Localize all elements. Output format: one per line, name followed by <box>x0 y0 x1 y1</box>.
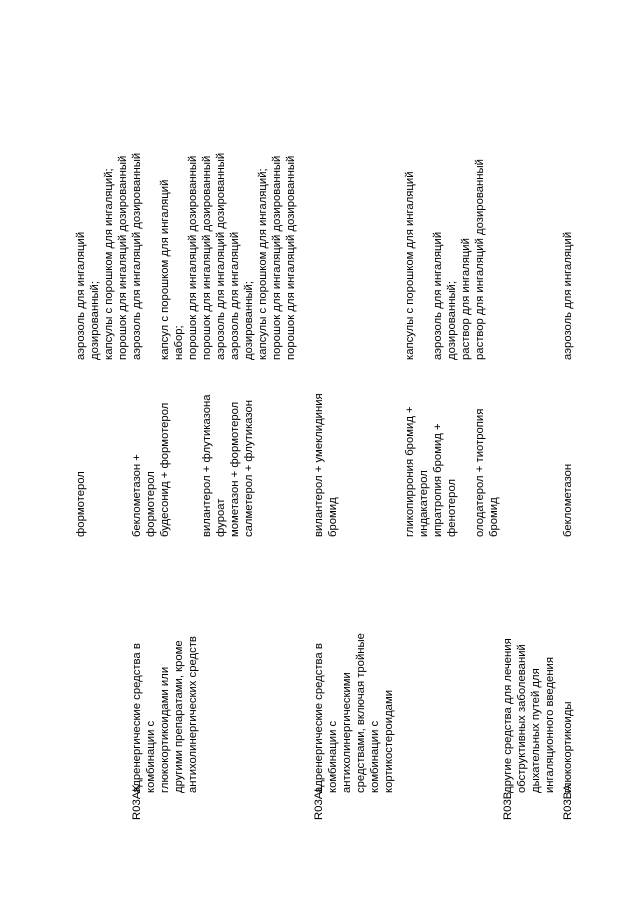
group-description-line: комбинации с <box>327 720 339 793</box>
form-line: капсулы с порошком для ингаляций; <box>103 168 115 360</box>
form-line: порошок для ингаляций дозированный <box>117 155 129 360</box>
group-description-line: глюкокортикоиды <box>562 701 574 793</box>
group-description-line: обструктивных заболеваний <box>516 644 528 793</box>
form-line: аэрозоль для ингаляций дозированный <box>215 152 227 360</box>
substance-line: формотерол <box>145 471 157 537</box>
substance-line: будесонид + формотерол <box>159 402 171 537</box>
group-description-line: глюкокортикоидами или <box>159 666 171 793</box>
group-description-line: дыхательных путей для <box>530 668 542 793</box>
substance-line: бромид <box>488 497 500 537</box>
substance-line: индакатерол <box>418 470 430 537</box>
form-line: аэрозоль для ингаляций <box>75 231 87 360</box>
substance-line: салметерол + флутиказон <box>243 399 255 537</box>
form-line: раствор для ингаляций дозированный <box>474 159 486 360</box>
group-description-line: комбинации с <box>145 720 157 793</box>
group-description-line: антихолинергических средств <box>187 636 199 793</box>
substance-line: вилантерол + флутиказона <box>201 394 213 537</box>
form-line: капсулы с порошком для ингаляций; <box>257 168 269 360</box>
form-line: капсулы с порошком для ингаляций <box>404 171 416 360</box>
substance-line: формотерол <box>75 471 87 537</box>
form-line: дозированный; <box>89 280 101 360</box>
group-description-line: ингаляционного введения <box>544 657 556 793</box>
group-description-line: антихолинергическими <box>341 672 353 793</box>
atc-code: R03B <box>502 791 514 820</box>
substance-line: олодатерол + тиотропия <box>474 408 486 537</box>
form-line: порошок для ингаляций дозированный <box>285 155 297 360</box>
substance-line: гликопиррония бромид + <box>404 406 416 537</box>
form-line: порошок для ингаляций дозированный <box>271 155 283 360</box>
atc-code: R03AL <box>313 785 325 820</box>
group-description-line: другие средства для лечения <box>502 638 514 793</box>
substance-line: беклометазон <box>562 463 574 537</box>
form-line: дозированный; <box>446 280 458 360</box>
substance-line: бромид <box>327 497 339 537</box>
form-line: аэрозоль для ингаляций <box>562 231 574 360</box>
group-description-line: средствами, включая тройные <box>355 633 367 793</box>
group-description-line: кортикостероидами <box>383 689 395 793</box>
substance-line: беклометазон + <box>131 454 143 537</box>
form-line: набор; <box>173 325 185 360</box>
atc-code: R03BA <box>562 784 574 820</box>
form-line: порошок для ингаляций дозированный <box>187 155 199 360</box>
substance-line: ипратропия бромид + <box>432 423 444 537</box>
form-line: аэрозоль для ингаляций <box>432 231 444 360</box>
form-line: аэрозоль для ингаляций <box>229 231 241 360</box>
substance-line: фуроат <box>215 498 227 537</box>
form-line: аэрозоль для ингаляций дозированный <box>131 152 143 360</box>
group-description-line: другими препаратами, кроме <box>173 640 185 793</box>
substance-line: мометазон + формотерол <box>229 401 241 537</box>
substance-line: фенотерол <box>446 478 458 537</box>
group-description-line: адренергические средства в <box>131 643 143 793</box>
group-description-line: комбинации с <box>369 720 381 793</box>
atc-code: R03AK <box>131 784 143 820</box>
form-line: порошок для ингаляций дозированный <box>201 155 213 360</box>
form-line: дозированный; <box>243 280 255 360</box>
group-description-line: адренергические средства в <box>313 643 325 793</box>
form-line: капсул с порошком для ингаляций <box>159 179 171 360</box>
substance-line: вилантерол + умеклидиния <box>313 393 325 537</box>
form-line: раствор для ингаляций <box>460 238 472 360</box>
